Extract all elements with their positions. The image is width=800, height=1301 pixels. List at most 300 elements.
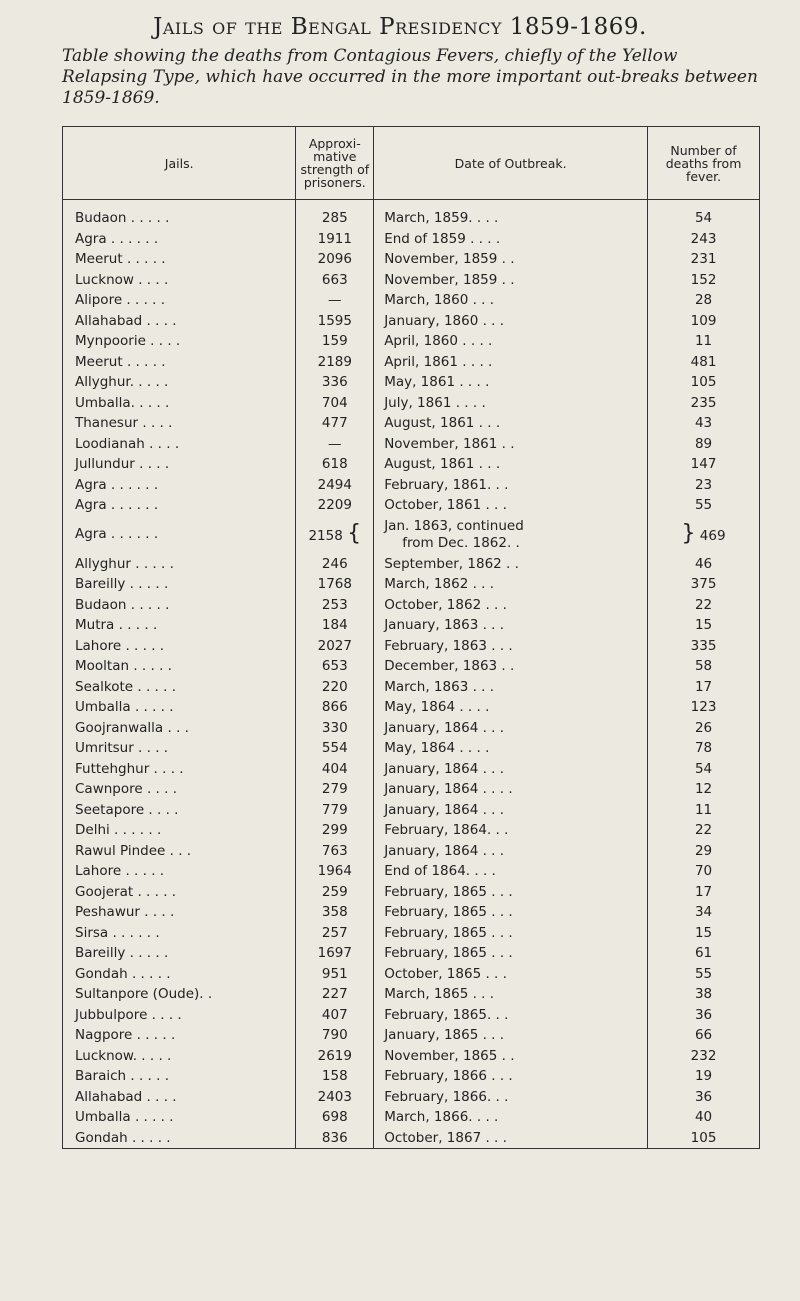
brace-left: {	[347, 520, 362, 546]
strength-value: 704	[321, 394, 348, 411]
table-row	[63, 820, 760, 841]
strength-value: 358	[321, 904, 348, 920]
jail-name: Agra . . . . . .	[63, 229, 296, 250]
deaths-value: 46	[694, 555, 713, 572]
table-row	[63, 656, 760, 677]
strength-value: 159	[321, 333, 348, 349]
outbreak-date-line: January, 1864 . . .	[384, 719, 505, 736]
strength-value: 779	[321, 801, 348, 818]
outbreak-date	[374, 984, 648, 1005]
prisoner-strength	[296, 200, 374, 229]
outbreak-date-line: End of 1864. . . .	[384, 863, 496, 879]
deaths-value: 54	[694, 760, 713, 777]
outbreak-date	[374, 923, 648, 944]
outbreak-date	[374, 718, 648, 739]
outbreak-date-line: January, 1864 . . .	[384, 760, 505, 777]
outbreak-date	[374, 249, 648, 270]
deaths-value: 15	[694, 924, 713, 941]
outbreak-date-line: February, 1866. . .	[384, 1088, 509, 1105]
prisoner-strength	[296, 393, 374, 414]
death-count	[648, 229, 760, 250]
death-count	[648, 352, 760, 373]
death-count	[648, 1087, 760, 1108]
table-row	[63, 861, 760, 882]
outbreak-date	[374, 1128, 648, 1149]
deaths-value: 22	[694, 596, 713, 613]
prisoner-strength	[296, 413, 374, 434]
death-count	[648, 615, 760, 636]
outbreak-date-line: April, 1860 . . . .	[384, 333, 493, 349]
outbreak-date-line: August, 1861 . . .	[384, 456, 501, 472]
deaths-value: 123	[690, 699, 717, 715]
prisoner-strength	[296, 475, 374, 496]
prisoner-strength	[296, 1025, 374, 1046]
outbreak-date	[374, 800, 648, 821]
strength-value: 790	[321, 1027, 348, 1043]
deaths-value: 55	[694, 965, 713, 982]
outbreak-date	[374, 1087, 648, 1108]
death-count	[648, 413, 760, 434]
table-row	[63, 718, 760, 739]
strength-value: 1768	[317, 576, 352, 592]
prisoner-strength	[296, 923, 374, 944]
death-count	[648, 574, 760, 595]
outbreak-date-line: November, 1861 . .	[384, 435, 515, 452]
death-count	[648, 393, 760, 414]
prisoner-strength	[296, 861, 374, 882]
outbreak-date-line: February, 1861. . .	[384, 476, 509, 493]
strength-value: 663	[321, 271, 348, 288]
outbreak-date-line: March, 1859. . . .	[384, 210, 499, 226]
outbreak-date-line: January, 1864 . . . .	[384, 781, 513, 797]
deaths-value: 66	[694, 1027, 713, 1043]
table-row	[63, 413, 760, 434]
jail-name: Sealkote . . . . .	[63, 677, 296, 698]
strength-value: 951	[321, 965, 348, 982]
outbreak-date-line: October, 1865 . . .	[384, 965, 507, 982]
prisoner-strength	[296, 677, 374, 698]
table-row	[63, 1005, 760, 1026]
table-row	[63, 779, 760, 800]
deaths-value: 232	[690, 1047, 717, 1064]
outbreak-date-line: October, 1861 . . .	[384, 497, 507, 513]
death-count	[648, 249, 760, 270]
jail-name: Lucknow. . . . .	[63, 1046, 296, 1067]
prisoner-strength	[296, 372, 374, 393]
death-count	[648, 984, 760, 1005]
prisoner-strength	[296, 595, 374, 616]
strength-value: 2619	[317, 1047, 352, 1064]
strength-value: 2096	[317, 251, 352, 267]
prisoner-strength	[296, 434, 374, 455]
outbreak-date-line: January, 1865 . . .	[384, 1027, 505, 1043]
table-row	[63, 697, 760, 718]
table-row	[63, 270, 760, 291]
col-header-jails: Jails.	[63, 127, 296, 200]
outbreak-date	[374, 759, 648, 780]
prisoner-strength	[296, 984, 374, 1005]
table-row	[63, 1046, 760, 1067]
outbreak-date-line: May, 1864 . . . .	[384, 699, 490, 715]
jail-name: Cawnpore . . . .	[63, 779, 296, 800]
jail-name: Thanesur . . . .	[63, 413, 296, 434]
death-count	[648, 311, 760, 332]
prisoner-strength	[296, 270, 374, 291]
prisoner-strength	[296, 249, 374, 270]
strength-value: 253	[321, 596, 348, 613]
jail-name: Gondah . . . . .	[63, 1128, 296, 1149]
jail-name: Seetapore . . . .	[63, 800, 296, 821]
death-count	[648, 697, 760, 718]
deaths-value: 152	[690, 271, 717, 288]
table-caption: Table showing the deaths from Contagious Fevers, chiefly of the Yellow Relapsing Type, which have occurred in the more important out-breaks between 1859-1869.	[62, 46, 758, 108]
table-row	[63, 1087, 760, 1108]
deaths-value: 231	[690, 251, 717, 267]
prisoner-strength	[296, 311, 374, 332]
outbreak-date	[374, 1005, 648, 1026]
deaths-value: 19	[694, 1068, 713, 1084]
outbreak-date-line: April, 1861 . . . .	[384, 353, 493, 370]
prisoner-strength	[296, 229, 374, 250]
deaths-value: 243	[690, 230, 717, 247]
death-count	[648, 1128, 760, 1149]
prisoner-strength	[296, 820, 374, 841]
outbreak-date-line: March, 1862 . . .	[384, 576, 495, 592]
deaths-value: 23	[694, 476, 713, 493]
jail-name: Meerut . . . . .	[63, 249, 296, 270]
death-count	[648, 331, 760, 352]
outbreak-date	[374, 943, 648, 964]
deaths-value: 235	[690, 394, 717, 411]
table-row	[63, 331, 760, 352]
outbreak-date	[374, 902, 648, 923]
table-row	[63, 1025, 760, 1046]
outbreak-date-line: July, 1861 . . . .	[384, 394, 486, 411]
prisoner-strength	[296, 902, 374, 923]
deaths-value: 70	[694, 863, 713, 879]
strength-value: 554	[321, 740, 348, 756]
strength-value: 2158	[308, 527, 343, 544]
strength-value: 330	[321, 719, 348, 736]
col-header-strength: Approxi-mative strength of prisoners.	[296, 127, 374, 200]
outbreak-date-line: March, 1860 . . .	[384, 292, 495, 308]
outbreak-date-line: January, 1864 . . .	[384, 801, 505, 818]
strength-value: 477	[321, 415, 348, 431]
jail-name: Alipore . . . . .	[63, 290, 296, 311]
strength-value: —	[328, 292, 342, 308]
prisoner-strength	[296, 964, 374, 985]
outbreak-date	[374, 1025, 648, 1046]
prisoner-strength	[296, 1046, 374, 1067]
outbreak-date-line: March, 1865 . . .	[384, 986, 495, 1002]
outbreak-date	[374, 1066, 648, 1087]
outbreak-date-line: October, 1867 . . .	[384, 1129, 507, 1146]
prisoner-strength	[296, 738, 374, 759]
death-count	[648, 475, 760, 496]
death-count	[648, 372, 760, 393]
jail-name: Gondah . . . . .	[63, 964, 296, 985]
death-count	[648, 595, 760, 616]
strength-value: 246	[321, 555, 348, 572]
deaths-value: 12	[694, 781, 713, 797]
deaths-value: 105	[690, 374, 717, 390]
deaths-value: 335	[690, 637, 717, 654]
jail-name: Lahore . . . . .	[63, 861, 296, 882]
outbreak-date	[374, 820, 648, 841]
deaths-value: 55	[694, 497, 713, 513]
death-count	[648, 677, 760, 698]
death-count	[648, 636, 760, 657]
table-row	[63, 352, 760, 373]
outbreak-date-line: January, 1863 . . .	[384, 617, 505, 633]
strength-value: 653	[321, 658, 348, 674]
outbreak-date	[374, 495, 648, 516]
outbreak-date	[374, 677, 648, 698]
outbreak-date	[374, 331, 648, 352]
table-row	[63, 902, 760, 923]
prisoner-strength	[296, 615, 374, 636]
strength-value: 407	[321, 1006, 348, 1023]
table-row	[63, 636, 760, 657]
strength-value: 259	[321, 883, 348, 900]
outbreak-date	[374, 1046, 648, 1067]
death-count	[648, 841, 760, 862]
deaths-value: 481	[690, 353, 717, 370]
strength-value: 2403	[317, 1088, 352, 1105]
table-row	[63, 200, 760, 229]
strength-value: 220	[321, 678, 348, 695]
outbreak-date-line: December, 1863 . .	[384, 658, 515, 674]
strength-value: 1964	[317, 863, 352, 879]
deaths-value: 17	[694, 883, 713, 900]
deaths-value: 147	[690, 456, 717, 472]
outbreak-date	[374, 372, 648, 393]
outbreak-date-line: Jan. 1863, continued	[384, 517, 524, 534]
jail-name: Rawul Pindee . . .	[63, 841, 296, 862]
death-count	[648, 1005, 760, 1026]
table-row	[63, 738, 760, 759]
jail-name: Meerut . . . . .	[63, 352, 296, 373]
outbreak-date-line: February, 1865 . . .	[384, 945, 513, 961]
table-row	[63, 615, 760, 636]
strength-value: 1595	[317, 312, 352, 329]
death-count	[648, 200, 760, 229]
death-count	[648, 923, 760, 944]
death-count	[648, 1066, 760, 1087]
strength-value: 257	[321, 924, 348, 941]
deaths-value: 61	[694, 945, 713, 961]
outbreak-date-line-2: from Dec. 1862. .	[402, 534, 520, 551]
jail-name: Agra . . . . . .	[63, 516, 296, 554]
outbreak-date-line: May, 1864 . . . .	[384, 740, 490, 756]
table-row	[63, 943, 760, 964]
jail-name: Allahabad . . . .	[63, 1087, 296, 1108]
strength-value: —	[328, 435, 342, 452]
prisoner-strength	[296, 495, 374, 516]
outbreak-date-line: January, 1864 . . .	[384, 842, 505, 859]
jail-name: Budaon . . . . .	[63, 200, 296, 229]
table-row	[63, 554, 760, 575]
outbreak-date	[374, 861, 648, 882]
outbreak-date	[374, 636, 648, 657]
jail-name: Goojranwalla . . .	[63, 718, 296, 739]
jail-name: Delhi . . . . . .	[63, 820, 296, 841]
prisoner-strength	[296, 1005, 374, 1026]
outbreak-date	[374, 738, 648, 759]
table-row	[63, 574, 760, 595]
table-row	[63, 1107, 760, 1128]
strength-value: 227	[321, 986, 348, 1002]
deaths-value: 58	[694, 658, 713, 674]
outbreak-date-line: November, 1865 . .	[384, 1047, 515, 1064]
deaths-value: 469	[699, 527, 726, 544]
table-row	[63, 229, 760, 250]
deaths-value: 89	[694, 435, 713, 452]
outbreak-date	[374, 656, 648, 677]
outbreak-date	[374, 697, 648, 718]
death-count	[648, 454, 760, 475]
table-row	[63, 759, 760, 780]
prisoner-strength	[296, 656, 374, 677]
prisoner-strength	[296, 554, 374, 575]
outbreak-date-line: August, 1861 . . .	[384, 415, 501, 431]
death-count	[648, 759, 760, 780]
outbreak-date-line: End of 1859 . . . .	[384, 230, 501, 247]
outbreak-date-line: February, 1863 . . .	[384, 637, 513, 654]
prisoner-strength	[296, 290, 374, 311]
strength-value: 866	[321, 699, 348, 715]
death-count	[648, 1025, 760, 1046]
jail-name: Mutra . . . . .	[63, 615, 296, 636]
table-row	[63, 434, 760, 455]
prisoner-strength	[296, 1128, 374, 1149]
strength-value: 2027	[317, 637, 352, 654]
outbreak-date-line: March, 1866. . . .	[384, 1109, 499, 1125]
outbreak-date	[374, 882, 648, 903]
prisoner-strength	[296, 800, 374, 821]
brace-right: }	[681, 520, 696, 546]
outbreak-date	[374, 475, 648, 496]
jail-name: Goojerat . . . . .	[63, 882, 296, 903]
outbreak-date-line: January, 1860 . . .	[384, 312, 505, 329]
outbreak-date-line: February, 1865 . . .	[384, 904, 513, 920]
death-count	[648, 1046, 760, 1067]
death-count	[648, 820, 760, 841]
table-row	[63, 290, 760, 311]
jail-name: Lucknow . . . .	[63, 270, 296, 291]
deaths-value: 11	[694, 333, 713, 349]
strength-value: 763	[321, 842, 348, 859]
jail-name: Jubbulpore . . . .	[63, 1005, 296, 1026]
strength-value: 2494	[317, 476, 352, 493]
death-count	[648, 738, 760, 759]
outbreak-date	[374, 352, 648, 373]
prisoner-strength	[296, 454, 374, 475]
prisoner-strength	[296, 697, 374, 718]
deaths-value: 15	[694, 617, 713, 633]
death-count	[648, 290, 760, 311]
deaths-value: 29	[694, 842, 713, 859]
strength-value: 698	[321, 1109, 348, 1125]
jail-name: Agra . . . . . .	[63, 475, 296, 496]
outbreak-date-line: February, 1865 . . .	[384, 924, 513, 941]
outbreak-date-line: February, 1864. . .	[384, 822, 509, 838]
jail-name: Nagpore . . . . .	[63, 1025, 296, 1046]
table-row	[63, 841, 760, 862]
deaths-value: 34	[694, 904, 713, 920]
death-count	[648, 656, 760, 677]
table-row	[63, 800, 760, 821]
table-row	[63, 311, 760, 332]
table-row	[63, 964, 760, 985]
prisoner-strength	[296, 1087, 374, 1108]
death-count	[648, 964, 760, 985]
deaths-value: 38	[694, 986, 713, 1002]
table-row	[63, 923, 760, 944]
outbreak-date	[374, 615, 648, 636]
outbreak-date	[374, 574, 648, 595]
jail-name: Bareilly . . . . .	[63, 574, 296, 595]
prisoner-strength	[296, 779, 374, 800]
prisoner-strength	[296, 759, 374, 780]
death-count	[648, 434, 760, 455]
prisoner-strength	[296, 841, 374, 862]
outbreak-date	[374, 516, 648, 554]
jail-name: Budaon . . . . .	[63, 595, 296, 616]
deaths-value: 28	[694, 292, 713, 308]
prisoner-strength	[296, 943, 374, 964]
jail-name: Jullundur . . . .	[63, 454, 296, 475]
table-row	[63, 495, 760, 516]
table-row	[63, 882, 760, 903]
death-count	[648, 270, 760, 291]
outbreak-date	[374, 779, 648, 800]
jail-name: Agra . . . . . .	[63, 495, 296, 516]
jail-name: Loodianah . . . .	[63, 434, 296, 455]
deaths-value: 26	[694, 719, 713, 736]
table-row	[63, 393, 760, 414]
outbreak-date-line: February, 1865. . .	[384, 1006, 509, 1023]
jail-name: Sirsa . . . . . .	[63, 923, 296, 944]
table-row	[63, 475, 760, 496]
outbreak-date	[374, 393, 648, 414]
death-count	[648, 800, 760, 821]
jail-name: Mynpoorie . . . .	[63, 331, 296, 352]
prisoner-strength	[296, 1066, 374, 1087]
deaths-value: 36	[694, 1088, 713, 1105]
deaths-value: 109	[690, 312, 717, 329]
strength-value: 285	[321, 210, 348, 226]
strength-value: 2189	[317, 353, 352, 370]
outbreak-date	[374, 311, 648, 332]
jail-name: Allahabad . . . .	[63, 311, 296, 332]
jail-name: Lahore . . . . .	[63, 636, 296, 657]
jail-name: Umballa . . . . .	[63, 1107, 296, 1128]
jail-name: Peshawur . . . .	[63, 902, 296, 923]
table-row	[63, 595, 760, 616]
deaths-value: 105	[690, 1129, 717, 1146]
death-count	[648, 882, 760, 903]
death-count	[648, 1107, 760, 1128]
jail-name: Bareilly . . . . .	[63, 943, 296, 964]
table-body	[63, 200, 760, 1149]
deaths-value: 22	[694, 822, 713, 838]
deaths-table	[62, 126, 760, 1149]
col-header-deaths: Number of deaths from fever.	[648, 127, 760, 200]
prisoner-strength	[296, 718, 374, 739]
outbreak-date-line: March, 1863 . . .	[384, 678, 495, 695]
jail-name: Umballa . . . . .	[63, 697, 296, 718]
